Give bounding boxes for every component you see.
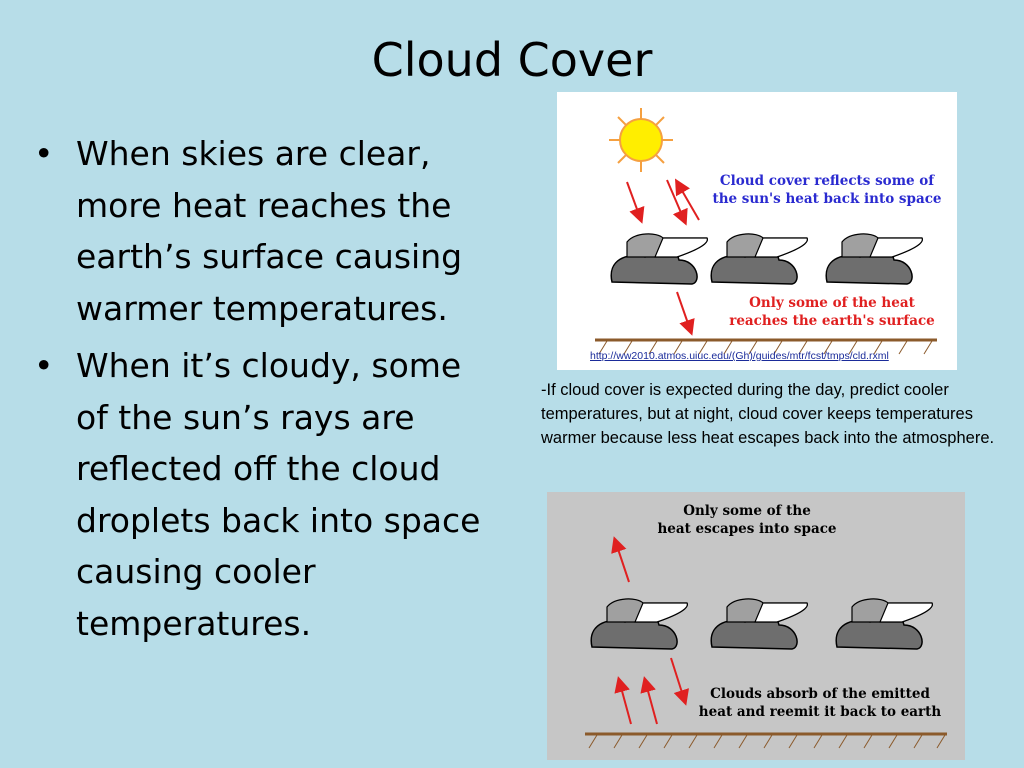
slide-title: Cloud Cover <box>371 33 653 87</box>
cloud-icon <box>611 234 707 284</box>
bullet-item-clear <box>34 128 494 334</box>
absorb-label: Clouds absorb of the emitted heat and reemit it back to earth <box>698 686 942 720</box>
ground-ray-arrow <box>677 292 691 332</box>
cloud-icon <box>591 599 687 649</box>
incoming-ray-arrow <box>627 182 641 220</box>
ground-surface <box>585 734 947 748</box>
sun-icon <box>609 108 673 172</box>
reflect-label: Cloud cover reflects some of the sun's heat back into space <box>712 173 942 207</box>
night-cloud-diagram <box>547 492 965 760</box>
cloud-icon <box>836 599 932 649</box>
escapes-label: Only some of the heat escapes into space <box>657 503 837 537</box>
cloud-icon <box>711 234 807 284</box>
day-cloud-diagram <box>557 92 957 370</box>
bullet-list <box>34 128 494 655</box>
caption-text: -If cloud cover is expected during the day, predict cooler temperatures, but at night, cloud cover keeps temperatures warmer because less heat escapes back into the atmosphere. <box>541 381 995 447</box>
bullet-text: When skies are clear, more heat reaches the earth’s surface causing warmer temperatures. <box>76 134 463 328</box>
escaping-heat-arrow <box>615 540 629 582</box>
rising-heat-arrow <box>645 680 657 724</box>
reflected-ray-arrow <box>677 182 699 220</box>
rising-heat-arrow <box>619 680 631 724</box>
bullet-marker: • <box>34 346 54 385</box>
incoming-ray-arrow <box>667 180 685 222</box>
bullet-text: When it’s cloudy, some of the sun’s rays are reflected off the cloud droplets back into space causing cooler temperatures. <box>76 346 481 643</box>
reaches-label: Only some of the heat reaches the earth's surface <box>729 295 935 329</box>
bullet-marker: • <box>34 134 54 173</box>
cloud-icon <box>711 599 807 649</box>
source-link[interactable]: http://ww2010.atmos.uiuc.edu/(Gh)/guides/mtr/fcst/tmps/cld.rxml <box>590 350 889 362</box>
bullet-item-cloudy <box>34 340 494 649</box>
cloud-icon <box>826 234 922 284</box>
